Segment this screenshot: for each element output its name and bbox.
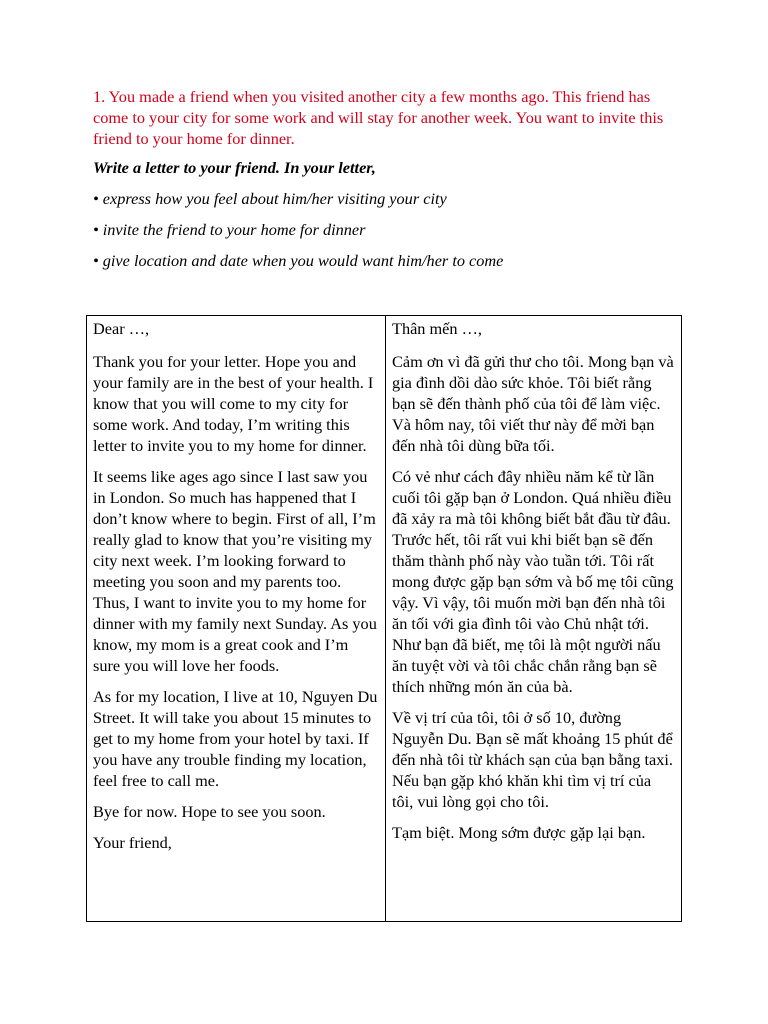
letter-paragraph: Cảm ơn vì đã gửi thư cho tôi. Mong bạn và gia đình dồi dào sức khỏe. Tôi biết rằng bạn sẽ đến thành phố của tôi để làm việc. Và hôm nay, tôi viết thư này để mời bạn đến nhà tôi dùng bữa tối.: [392, 352, 674, 455]
letter-paragraph: Thank you for your letter. Hope you and your family are in the best of your health. I know that you will come to my city for some work. And today, I’m writing this letter to invite you to my home for dinner.: [93, 352, 374, 455]
letter-salutation: Dear …,: [93, 319, 150, 338]
letter-closing: Your friend,: [93, 833, 172, 852]
letter-paragraph: Có vẻ như cách đây nhiều năm kể từ lần cuối tôi gặp bạn ở London. Quá nhiều điều đã xảy ra mà tôi không biết bắt đầu từ đâu. Trước hết, tôi rất vui khi biết bạn sẽ đến thăm thành phố này vào tuần tới. Tôi rất mong được gặp bạn sớm và bố mẹ tôi cũng vậy. Vì vậy, tôi muốn mời bạn đến nhà tôi ăn tối với gia đình tôi vào Chủ nhật tới. Như bạn đã biết, mẹ tôi là một người nấu ăn tuyệt vời và tôi chắc chắn rằng bạn sẽ thích những món ăn của bà.: [392, 467, 674, 696]
task-bullet: • invite the friend to your home for dinner: [93, 220, 366, 239]
letter-paragraph: It seems like ages ago since I last saw you in London. So much has happened that I don’t know where to begin. First of all, I’m really glad to know that you’re visiting my city next week. I’m looking forward to meeting you soon and my parents too. Thus, I want to invite you to my home for dinner with my family next Sunday. As you know, my mom is a great cook and I’m sure you will love her foods.: [93, 467, 377, 675]
task-instruction: Write a letter to your friend. In your letter,: [93, 158, 376, 177]
letter-paragraph: As for my location, I live at 10, Nguyen Du Street. It will take you about 15 minutes to get to my home from your hotel by taxi. If you have any trouble finding my location, feel free to call me.: [93, 687, 378, 790]
task-section: [93, 86, 683, 271]
task-bullet: • express how you feel about him/her visiting your city: [93, 189, 447, 208]
task-bullet: • give location and date when you would want him/her to come: [93, 251, 504, 270]
vietnamese-letter-column: [386, 316, 681, 921]
english-letter-column: [87, 316, 386, 921]
letter-salutation: Thân mến …,: [392, 319, 482, 338]
letter-paragraph: Bye for now. Hope to see you soon.: [93, 802, 326, 821]
letter-closing: Tạm biệt. Mong sớm được gặp lại bạn.: [392, 823, 646, 842]
task-prompt: 1. You made a friend when you visited another city a few months ago. This friend has come to your city for some work and will stay for another week. You want to invite this friend to your home for dinner.: [93, 87, 664, 148]
letter-table: [86, 315, 682, 922]
letter-paragraph: Về vị trí của tôi, tôi ở số 10, đường Nguyễn Du. Bạn sẽ mất khoảng 15 phút để đến nhà tôi từ khách sạn của bạn bằng taxi. Nếu bạn gặp khó khăn khi tìm vị trí của tôi, vui lòng gọi cho tôi.: [392, 708, 673, 811]
